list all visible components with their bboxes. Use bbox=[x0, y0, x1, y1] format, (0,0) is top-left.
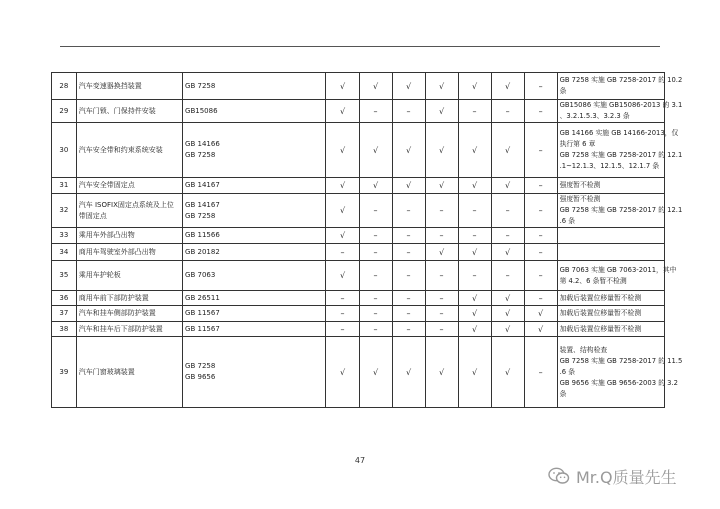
applicability-mark: – bbox=[326, 291, 359, 306]
applicability-mark: √ bbox=[326, 194, 359, 228]
applicability-mark: – bbox=[425, 306, 458, 322]
remark-line: .6 条 bbox=[559, 367, 576, 376]
item-name: 汽车 ISOFIX固定点系统及上位带固定点 bbox=[76, 194, 182, 228]
row-number: 33 bbox=[52, 228, 77, 244]
applicability-mark: – bbox=[392, 194, 425, 228]
item-name: 汽车门锁、门保持件安装 bbox=[76, 100, 182, 123]
applicability-mark: – bbox=[359, 261, 392, 291]
item-name: 汽车和挂车侧部防护装置 bbox=[76, 306, 182, 322]
applicability-mark: – bbox=[392, 100, 425, 123]
applicability-mark: √ bbox=[425, 100, 458, 123]
item-name: 乘用车外部凸出物 bbox=[76, 228, 182, 244]
applicability-mark: √ bbox=[392, 73, 425, 100]
applicability-mark: √ bbox=[524, 306, 557, 322]
row-number: 35 bbox=[52, 261, 77, 291]
standard-cell bbox=[183, 244, 326, 261]
applicability-mark: – bbox=[458, 100, 491, 123]
applicability-mark: √ bbox=[326, 100, 359, 123]
item-name: 商用车前下部防护装置 bbox=[76, 291, 182, 306]
standard-code: GB 11567 bbox=[185, 324, 220, 333]
remark-cell bbox=[557, 228, 664, 244]
standard-code: GB 7258 bbox=[185, 362, 216, 370]
remark-cell bbox=[557, 123, 683, 178]
standard-code: GB 7258 bbox=[185, 211, 216, 220]
applicability-mark: – bbox=[524, 73, 557, 100]
applicability-mark: – bbox=[458, 194, 491, 228]
standard-cell bbox=[183, 261, 326, 291]
applicability-mark: – bbox=[326, 322, 359, 337]
remark-line: 加载后装置位移量暂不检测 bbox=[559, 293, 642, 302]
applicability-mark: – bbox=[524, 291, 557, 306]
applicability-mark: – bbox=[458, 228, 491, 244]
standard-code: GB 11566 bbox=[185, 231, 220, 239]
standard-cell bbox=[183, 123, 326, 178]
row-number: 30 bbox=[52, 123, 77, 178]
applicability-mark: – bbox=[491, 194, 524, 228]
table-row bbox=[52, 178, 665, 194]
table-body bbox=[52, 73, 683, 408]
remark-line: .6 条 bbox=[559, 217, 576, 225]
remark-line: GB15086 实施 GB15086-2013 的 3.1 bbox=[559, 101, 683, 109]
remark-cell bbox=[557, 322, 664, 337]
applicability-mark: √ bbox=[458, 123, 491, 178]
applicability-mark: √ bbox=[425, 123, 458, 178]
applicability-mark: √ bbox=[359, 178, 392, 194]
applicability-mark: – bbox=[392, 244, 425, 261]
remark-line: GB 7258 实施 GB 7258-2017 的 12.1 bbox=[559, 206, 683, 214]
standard-cell bbox=[183, 322, 326, 337]
standard-cell bbox=[183, 100, 326, 123]
remark-cell bbox=[557, 244, 664, 261]
applicability-mark: √ bbox=[425, 337, 458, 408]
applicability-mark: – bbox=[425, 291, 458, 306]
remark-line: GB 7258 实施 GB 7258-2017 的 11.5 bbox=[559, 356, 683, 365]
applicability-mark: √ bbox=[458, 306, 491, 322]
applicability-mark: √ bbox=[392, 178, 425, 194]
remark-line: 条 bbox=[559, 389, 567, 398]
applicability-mark: – bbox=[491, 228, 524, 244]
table-row bbox=[52, 337, 665, 408]
applicability-mark: √ bbox=[326, 73, 359, 100]
applicability-mark: √ bbox=[458, 244, 491, 261]
remark-line: 加载后装置位移量暂不检测 bbox=[559, 309, 642, 317]
applicability-mark: – bbox=[425, 228, 458, 244]
remark-cell bbox=[557, 194, 683, 228]
standards-table bbox=[51, 72, 683, 408]
applicability-mark: √ bbox=[458, 291, 491, 306]
applicability-mark: – bbox=[524, 228, 557, 244]
applicability-mark: – bbox=[359, 322, 392, 337]
remark-line: GB 9656 实施 GB 9656-2003 的 3.2 bbox=[559, 378, 678, 387]
applicability-mark: – bbox=[458, 261, 491, 291]
remark-line: GB 7063 实施 GB 7063-2011，其中 bbox=[559, 265, 677, 274]
standard-cell bbox=[183, 194, 326, 228]
table-row bbox=[52, 100, 665, 123]
applicability-mark: – bbox=[524, 337, 557, 408]
applicability-mark: – bbox=[359, 228, 392, 244]
applicability-mark: – bbox=[425, 194, 458, 228]
watermark bbox=[548, 464, 714, 488]
remark-cell bbox=[557, 73, 683, 100]
standard-code: GB 26511 bbox=[185, 293, 220, 302]
applicability-mark: √ bbox=[491, 178, 524, 194]
applicability-mark: – bbox=[392, 228, 425, 244]
applicability-mark: – bbox=[359, 291, 392, 306]
applicability-mark: √ bbox=[326, 337, 359, 408]
remark-cell bbox=[557, 178, 664, 194]
row-number: 31 bbox=[52, 178, 77, 194]
applicability-mark: – bbox=[392, 291, 425, 306]
remark-line: 强度暂不检测 bbox=[559, 195, 601, 203]
standard-code: GB 20182 bbox=[185, 247, 220, 256]
remark-cell bbox=[557, 337, 683, 408]
applicability-mark: √ bbox=[326, 123, 359, 178]
applicability-mark: – bbox=[425, 261, 458, 291]
remark-line: 条 bbox=[559, 87, 567, 95]
row-number: 28 bbox=[52, 73, 77, 100]
wechat-icon bbox=[548, 467, 570, 485]
table-row bbox=[52, 73, 665, 100]
applicability-mark: √ bbox=[425, 244, 458, 261]
applicability-mark: – bbox=[326, 306, 359, 322]
standard-code: GB 9656 bbox=[185, 373, 216, 381]
remark-line: 执行第 6 章 bbox=[559, 140, 596, 148]
standard-code: GB 7063 bbox=[185, 271, 216, 279]
applicability-mark: √ bbox=[359, 123, 392, 178]
standard-code: GB15086 bbox=[185, 106, 218, 115]
standard-code: GB 14167 bbox=[185, 181, 220, 189]
standard-code: GB 14166 bbox=[185, 140, 220, 148]
table-row bbox=[52, 306, 665, 322]
row-number: 39 bbox=[52, 337, 77, 408]
row-number: 37 bbox=[52, 306, 77, 322]
remark-line: GB 7258 实施 GB 7258-2017 的 10.2 bbox=[559, 76, 683, 84]
table-row bbox=[52, 228, 665, 244]
applicability-mark: – bbox=[326, 244, 359, 261]
item-name: 汽车变速器换挡装置 bbox=[76, 73, 182, 100]
item-name: 汽车安全带和约束系统安装 bbox=[76, 123, 182, 178]
remark-cell bbox=[557, 306, 664, 322]
applicability-mark: – bbox=[491, 261, 524, 291]
remark-line: 、3.2.1.5.3、3.2.3 条 bbox=[559, 112, 630, 120]
applicability-mark: √ bbox=[491, 337, 524, 408]
item-name: 汽车和挂车后下部防护装置 bbox=[76, 322, 182, 337]
standard-cell bbox=[183, 291, 326, 306]
applicability-mark: – bbox=[524, 261, 557, 291]
standard-code: GB 14167 bbox=[185, 200, 220, 209]
applicability-mark: √ bbox=[491, 306, 524, 322]
remark-cell bbox=[557, 100, 683, 123]
applicability-mark: – bbox=[392, 261, 425, 291]
applicability-mark: – bbox=[359, 194, 392, 228]
item-name: 汽车门窗玻璃装置 bbox=[76, 337, 182, 408]
applicability-mark: √ bbox=[491, 244, 524, 261]
applicability-mark: √ bbox=[458, 73, 491, 100]
table-row bbox=[52, 244, 665, 261]
table-row bbox=[52, 194, 665, 228]
table-row bbox=[52, 261, 665, 291]
applicability-mark: √ bbox=[491, 322, 524, 337]
table-row bbox=[52, 123, 665, 178]
applicability-mark: √ bbox=[425, 73, 458, 100]
page-number: 47 bbox=[354, 456, 366, 465]
standard-cell bbox=[183, 337, 326, 408]
applicability-mark: √ bbox=[458, 178, 491, 194]
watermark-text: Mr.Q质量先生 bbox=[576, 467, 677, 487]
applicability-mark: √ bbox=[458, 337, 491, 408]
applicability-mark: – bbox=[359, 306, 392, 322]
applicability-mark: √ bbox=[326, 261, 359, 291]
item-name: 商用车驾驶室外部凸出物 bbox=[76, 244, 182, 261]
remark-line: GB 14166 实施 GB 14166-2013，仅 bbox=[559, 129, 679, 137]
remark-line: 强度暂不检测 bbox=[559, 181, 601, 189]
remark-line: 加载后装置位移量暂不检测 bbox=[559, 324, 642, 333]
applicability-mark: – bbox=[524, 244, 557, 261]
applicability-mark: √ bbox=[359, 73, 392, 100]
applicability-mark: – bbox=[524, 123, 557, 178]
row-number: 32 bbox=[52, 194, 77, 228]
remark-cell bbox=[557, 261, 677, 291]
applicability-mark: √ bbox=[425, 178, 458, 194]
applicability-mark: – bbox=[359, 100, 392, 123]
applicability-mark: – bbox=[425, 322, 458, 337]
applicability-mark: – bbox=[392, 322, 425, 337]
standard-cell bbox=[183, 306, 326, 322]
applicability-mark: √ bbox=[359, 337, 392, 408]
applicability-mark: √ bbox=[326, 228, 359, 244]
applicability-mark: √ bbox=[392, 337, 425, 408]
row-number: 38 bbox=[52, 322, 77, 337]
remark-line: GB 7258 实施 GB 7258-2017 的 12.1 bbox=[559, 151, 683, 159]
remark-line: 第 4.2、6 条暂不检测 bbox=[559, 276, 627, 285]
remark-line: .1~12.1.3、12.1.5、12.1.7 条 bbox=[559, 162, 660, 170]
standard-cell bbox=[183, 73, 326, 100]
standard-cell bbox=[183, 178, 326, 194]
row-number: 29 bbox=[52, 100, 77, 123]
applicability-mark: – bbox=[392, 306, 425, 322]
standard-code: GB 7258 bbox=[185, 151, 216, 159]
applicability-mark: √ bbox=[458, 322, 491, 337]
table-row bbox=[52, 291, 665, 306]
applicability-mark: – bbox=[524, 194, 557, 228]
applicability-mark: – bbox=[524, 100, 557, 123]
applicability-mark: √ bbox=[491, 291, 524, 306]
standard-code: GB 11567 bbox=[185, 309, 220, 317]
applicability-mark: – bbox=[491, 100, 524, 123]
header-rule bbox=[60, 46, 660, 47]
item-name: 乘用车护轮板 bbox=[76, 261, 182, 291]
remark-line: 装置、结构检查 bbox=[559, 345, 608, 354]
applicability-mark: √ bbox=[392, 123, 425, 178]
standard-cell bbox=[183, 228, 326, 244]
applicability-mark: √ bbox=[491, 123, 524, 178]
applicability-mark: √ bbox=[326, 178, 359, 194]
table-row bbox=[52, 322, 665, 337]
applicability-mark: – bbox=[524, 178, 557, 194]
row-number: 36 bbox=[52, 291, 77, 306]
remark-cell bbox=[557, 291, 664, 306]
item-name: 汽车安全带固定点 bbox=[76, 178, 182, 194]
applicability-mark: √ bbox=[524, 322, 557, 337]
applicability-mark: √ bbox=[491, 73, 524, 100]
applicability-mark: – bbox=[359, 244, 392, 261]
standard-code: GB 7258 bbox=[185, 81, 216, 90]
row-number: 34 bbox=[52, 244, 77, 261]
